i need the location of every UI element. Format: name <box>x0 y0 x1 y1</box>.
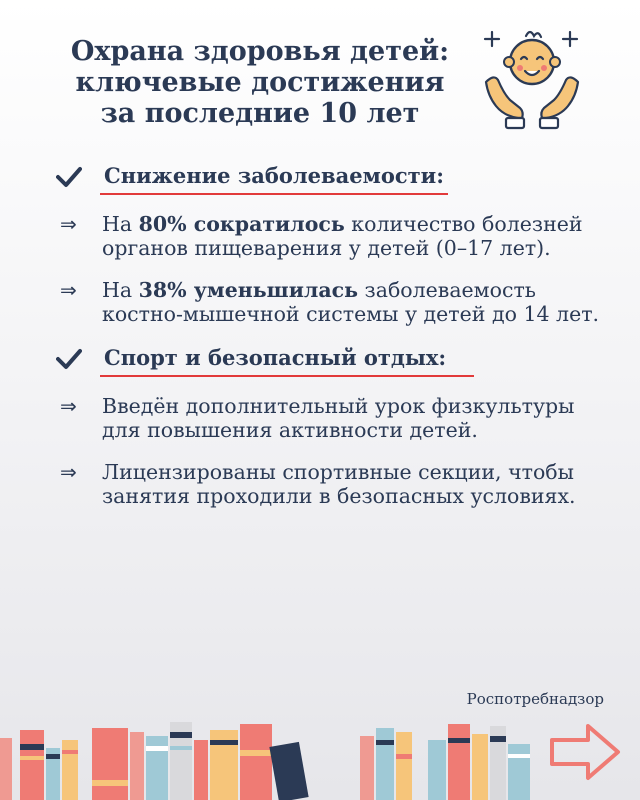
section-underline-1 <box>100 193 448 195</box>
section-title-2: Спорт и безопасный отдых: <box>104 345 447 370</box>
double-arrow-icon: ⇒ <box>60 212 77 236</box>
list-item: ⇒ На 38% уменьшилась заболеваемость костно-мышечной системы у детей до 14 лет. <box>60 278 600 326</box>
brand-label: Роспотребнадзор <box>466 690 604 708</box>
title-line-2: ключевые достижения <box>75 67 445 98</box>
check-icon <box>56 348 82 370</box>
double-arrow-icon: ⇒ <box>60 278 77 302</box>
title-line-3: за последние 10 лет <box>100 98 420 129</box>
section-title-1: Снижение заболеваемости: <box>104 163 444 188</box>
section-heading-1 <box>56 162 616 198</box>
books-decoration <box>0 710 640 800</box>
baby-hands-icon <box>478 22 586 132</box>
double-arrow-icon: ⇒ <box>60 460 77 484</box>
books-group <box>0 722 530 800</box>
page-title <box>60 36 460 129</box>
double-arrow-icon: ⇒ <box>60 394 77 418</box>
list-item: ⇒ Лицензированы спортивные секции, чтобы занятия проходили в безопасных условиях. <box>60 460 576 508</box>
title-line-1: Охрана здоровья детей: <box>70 36 450 67</box>
list-item: ⇒ На 80% сократилось количество болезней органов пищеварения у детей (0–17 лет). <box>60 212 583 260</box>
section-underline-2 <box>100 375 474 377</box>
content <box>56 162 616 526</box>
next-arrow-icon[interactable] <box>548 720 622 784</box>
list-item: ⇒ Введён дополнительный урок физкультуры для повышения активности детей. <box>60 394 575 442</box>
check-icon <box>56 166 82 188</box>
section-heading-2 <box>56 344 616 380</box>
